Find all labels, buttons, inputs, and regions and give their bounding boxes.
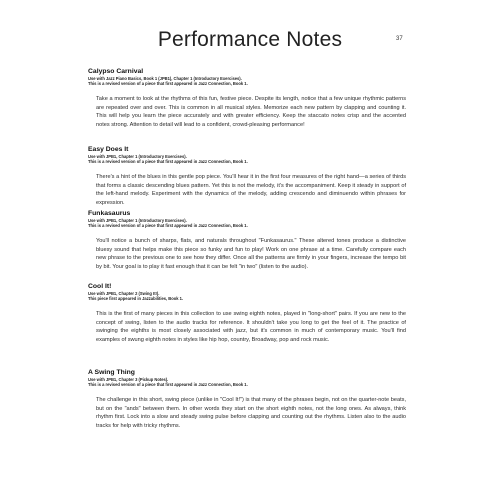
section-title: Cool It! <box>88 283 112 290</box>
section-source-note: This piece first appeared in Jazzabilities, Book 1. <box>88 296 184 301</box>
page-number: 37 <box>396 36 403 42</box>
section-title: Funkasaurus <box>88 210 131 217</box>
section-calypso-carnival <box>88 68 408 129</box>
section-usage-note: Use with JPB1, Chapter 1 (Introductory Exercises). <box>88 218 187 223</box>
section-source-note: This is a revised version of a piece that first appeared in Jazz Connection, Book 1. <box>88 159 248 164</box>
section-easy-does-it <box>88 146 408 207</box>
section-body: There's a hint of the blues in this gentle pop piece. You'll hear it in the first four measures of the right hand—a series of thirds that forms a classic descending blues pattern. Yet this is not the melody, it's the accompaniment. Keep it steady in support of the left-hand melody. Experiment with the dynamics of the melody, adding crescendo and diminuendo within phrases for expression. <box>96 174 406 206</box>
section-a-swing-thing <box>88 369 408 430</box>
section-source-note: This is a revised version of a piece that first appeared in Jazz Connection, Book 1. <box>88 223 248 228</box>
section-title: A Swing Thing <box>88 369 135 376</box>
section-body: This is the first of many pieces in this collection to use swing eighth notes, played in "long-short" pairs. If you are new to the concept of swing, listen to the audio tracks for reference. It shouldn't take you long to get the feel of it. The practice of swinging the eighths is most closely associated with jazz, but it's common in much of contemporary music. You'll find examples of swung eighth notes in styles like hip hop, country, Broadway, pop and rock music. <box>96 311 406 343</box>
section-source-note: This is a revised version of a piece that first appeared in Jazz Connection, Book 1. <box>88 382 248 387</box>
section-title: Calypso Carnival <box>88 68 144 75</box>
section-body: Take a moment to look at the rhythms of this fun, festive piece. Despite its length, notice that a few unique rhythmic patterns are repeated over and over. This is common in all musical styles. Memorize each new pattern by clapping and counting it. This will help you learn the piece accurately and with greater efficiency. Keep the staccato notes crisp and the accented notes strong. Attention to detail will lead to a confident, crowd-pleasing performance! <box>96 96 406 128</box>
section-usage-note: Use with JPB1, Chapter 2 (Swing It!). <box>88 291 160 296</box>
section-body: The challenge in this short, swing piece (unlike in "Cool It!") is that many of the phrases begin, not on the quarter-note beats, but on the "ands" between them. In other words they start on the short eighth notes, not the long ones. As always, think rhythm first. Lock into a slow and steady swing pulse before clapping and counting out the rhythms. Listen also to the audio tracks for help with tricky rhythms. <box>96 397 406 429</box>
section-usage-note: Use with Jazz Piano Basics, Book 1 (JPB1), Chapter 1 (Introductory Exercises). <box>88 76 242 81</box>
section-body: You'll notice a bunch of sharps, flats, and naturals throughout "Funkasaurus." These altered tones produce a distinctive bluesy sound that helps make this piece so funky and fun to play! Work on one phrase at a time. Carefully compare each new phrase to the previous one to see how they differ. Once all the patterns are firmly in your fingers, increase the tempo bit by bit. Your goal is to play it fast enough that it can be felt "in two" (listen to the audio). <box>96 238 406 270</box>
section-funkasaurus <box>88 210 408 271</box>
section-title: Easy Does It <box>88 146 129 153</box>
page-title: Performance Notes <box>157 28 343 51</box>
section-usage-note: Use with JPB1, Chapter 1 (Introductory Exercises). <box>88 154 187 159</box>
section-cool-it <box>88 283 408 344</box>
section-usage-note: Use with JPB1, Chapter 3 (Pickup Notes). <box>88 377 169 382</box>
section-source-note: This is a revised version of a piece that first appeared in Jazz Connection, Book 1. <box>88 81 248 86</box>
